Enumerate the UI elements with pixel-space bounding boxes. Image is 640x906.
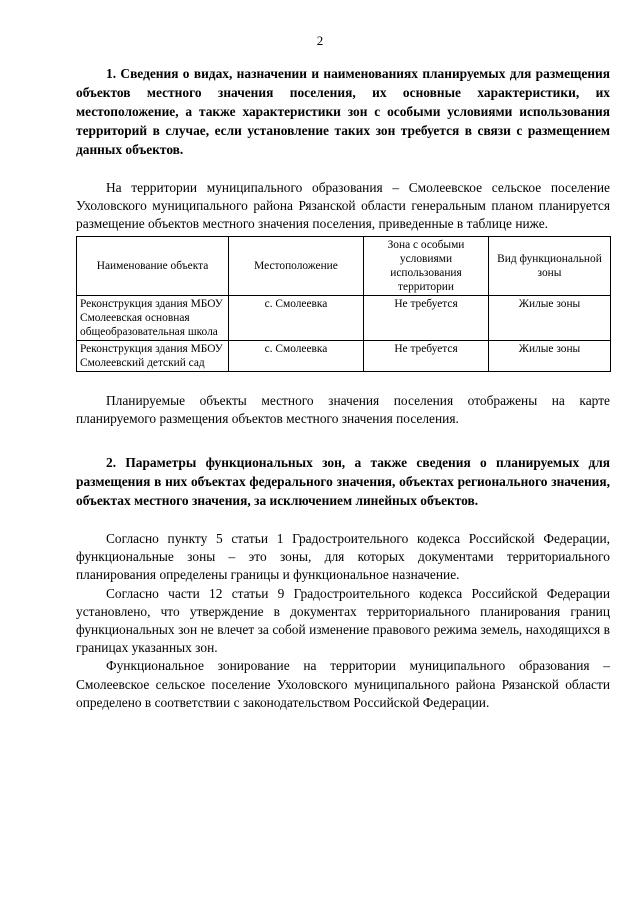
section-2-paragraph: Согласно пункту 5 статьи 1 Градостроительного кодекса Российской Федерации, функциональные зоны – это зоны, для которых документами территориального планирования определены границы и функциональное назначение. xyxy=(76,531,610,583)
table-row xyxy=(77,295,611,340)
section-1-heading: 1. Сведения о видах, назначении и наименованиях планируемых для размещения объектов местного значения поселения, их основные характеристики, их местоположение, а также характеристики зон с особыми условиями использования территорий в случае, если установление таких зон требуется в связи с размещением данных объектов. xyxy=(76,66,610,157)
planned-objects-table xyxy=(76,236,611,372)
section-2-paragraph: Функциональное зонирование на территории муниципального образования – Смолеевское сельское поселение Ухоловского муниципального района Рязанской области определено в соответствии с законодательством Российской Федерации. xyxy=(76,658,610,710)
cell-location: с. Смолеевка xyxy=(229,295,364,340)
map-note-paragraph: Планируемые объекты местного значения поселения отображены на карте планируемого размещения объектов местного значения поселения. xyxy=(76,392,610,426)
cell-functional-zone: Жилые зоны xyxy=(489,340,611,371)
cell-special-zone: Не требуется xyxy=(364,340,489,371)
cell-object-name: Реконструкция здания МБОУ Смолеевская основная общеобразовательная школа xyxy=(77,295,229,340)
cell-functional-zone: Жилые зоны xyxy=(489,295,611,340)
intro-paragraph: На территории муниципального образования – Смолеевское сельское поселение Ухоловского муниципального района Рязанской области генеральным планом планируется размещение объектов местного значения поселения, приведенные в таблице ниже. xyxy=(76,180,610,232)
section-2-paragraph: Согласно части 12 статьи 9 Градостроительного кодекса Российской Федерации установлено, что утверждение в документах территориального планирования границ функциональных зон не влечет за собой изменение правового режима земель, находящихся в границах указанных зон. xyxy=(76,585,610,656)
cell-special-zone: Не требуется xyxy=(364,295,489,340)
document-body xyxy=(76,64,610,712)
cell-location: с. Смолеевка xyxy=(229,340,364,371)
section-2-heading: 2. Параметры функциональных зон, а также сведения о планируемых для размещения в них объектах федерального значения, объектах регионального значения, объектах местного значения, за исключением линейных объектов. xyxy=(76,455,610,509)
column-header-object-name: Наименование объекта xyxy=(77,236,229,295)
column-header-functional-zone: Вид функциональной зоны xyxy=(489,236,611,295)
table-header-row xyxy=(77,236,611,295)
table-row xyxy=(77,340,611,371)
column-header-special-zone: Зона с особыми условиями использования территории xyxy=(364,236,489,295)
column-header-location: Местоположение xyxy=(229,236,364,295)
page-number: 2 xyxy=(316,33,324,48)
cell-object-name: Реконструкция здания МБОУ Смолеевский детский сад xyxy=(77,340,229,371)
